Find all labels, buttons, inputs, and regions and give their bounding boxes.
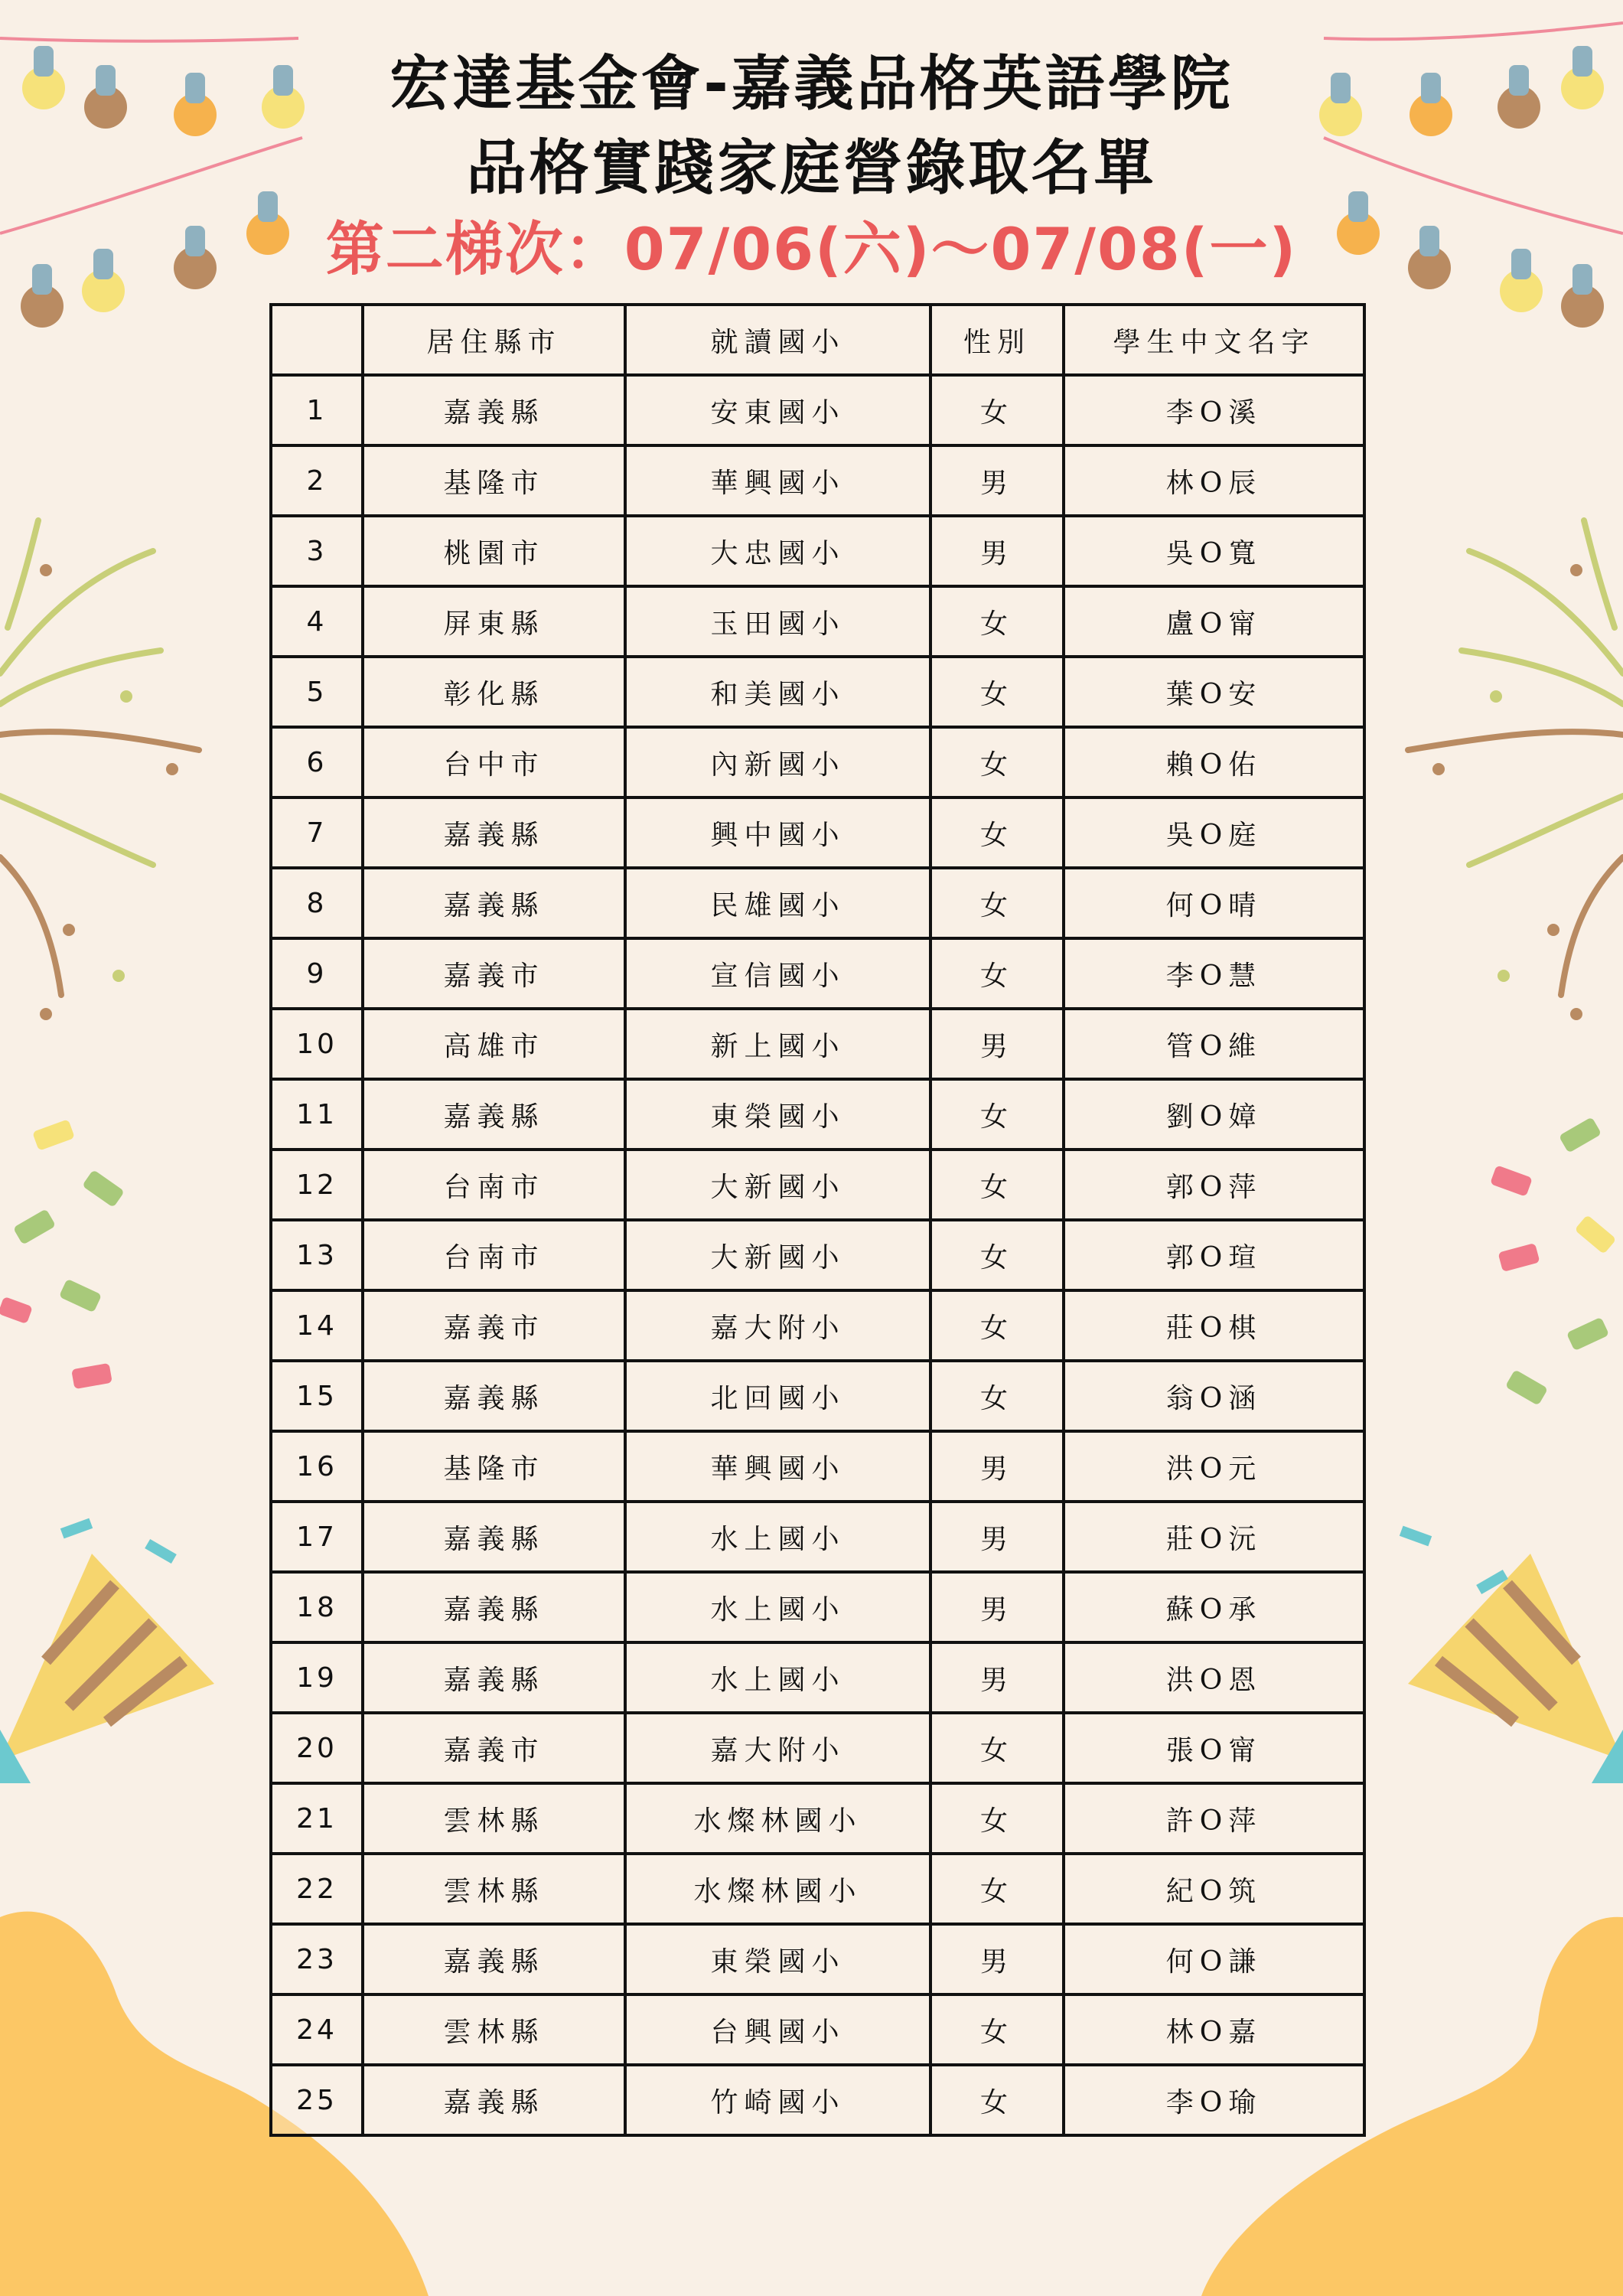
row-index: 12 <box>271 1150 363 1220</box>
student-name-cell: 李O慧 <box>1064 938 1364 1009</box>
student-name-cell: 許O萍 <box>1064 1783 1364 1854</box>
student-name-cell: 郭O瑄 <box>1064 1220 1364 1290</box>
row-index: 7 <box>271 797 363 868</box>
city-cell: 嘉義市 <box>363 938 625 1009</box>
school-cell: 安東國小 <box>625 375 930 445</box>
row-index: 8 <box>271 868 363 938</box>
city-cell: 嘉義縣 <box>363 375 625 445</box>
city-cell: 嘉義縣 <box>363 1502 625 1572</box>
row-index: 11 <box>271 1079 363 1150</box>
city-cell: 嘉義縣 <box>363 1079 625 1150</box>
student-name-cell: 李O溪 <box>1064 375 1364 445</box>
city-cell: 基隆市 <box>363 445 625 516</box>
city-cell: 嘉義縣 <box>363 2065 625 2135</box>
table-row <box>271 586 1364 657</box>
table-row <box>271 1431 1364 1502</box>
admission-table <box>269 303 1366 2137</box>
student-name-cell: 蘇O承 <box>1064 1572 1364 1642</box>
student-name-cell: 林O辰 <box>1064 445 1364 516</box>
city-cell: 雲林縣 <box>363 1854 625 1924</box>
city-cell: 基隆市 <box>363 1431 625 1502</box>
table-row <box>271 1220 1364 1290</box>
city-cell: 彰化縣 <box>363 657 625 727</box>
row-index: 21 <box>271 1783 363 1854</box>
city-cell: 嘉義市 <box>363 1713 625 1783</box>
school-cell: 大新國小 <box>625 1220 930 1290</box>
table-row <box>271 1713 1364 1783</box>
school-cell: 華興國小 <box>625 1431 930 1502</box>
school-cell: 大新國小 <box>625 1150 930 1220</box>
table-row <box>271 516 1364 586</box>
column-header-student-name: 學生中文名字 <box>1064 305 1364 375</box>
table-row <box>271 1361 1364 1431</box>
row-index: 10 <box>271 1009 363 1079</box>
table-row <box>271 1502 1364 1572</box>
student-name-cell: 葉O安 <box>1064 657 1364 727</box>
row-index: 5 <box>271 657 363 727</box>
table-row <box>271 1642 1364 1713</box>
table-row <box>271 1150 1364 1220</box>
gender-cell: 女 <box>930 1220 1064 1290</box>
title-block <box>0 42 1623 292</box>
batch-dates: 第二梯次：07/06(六)～07/08(一) <box>325 215 1298 283</box>
city-cell: 台南市 <box>363 1220 625 1290</box>
row-index: 20 <box>271 1713 363 1783</box>
row-index: 1 <box>271 375 363 445</box>
school-cell: 水上國小 <box>625 1642 930 1713</box>
row-index: 24 <box>271 1994 363 2065</box>
student-name-cell: 吳O寬 <box>1064 516 1364 586</box>
gender-cell: 女 <box>930 1713 1064 1783</box>
school-cell: 北回國小 <box>625 1361 930 1431</box>
city-cell: 台南市 <box>363 1150 625 1220</box>
gender-cell: 男 <box>930 445 1064 516</box>
student-name-cell: 林O嘉 <box>1064 1994 1364 2065</box>
student-name-cell: 郭O萍 <box>1064 1150 1364 1220</box>
column-header-gender: 性別 <box>930 305 1064 375</box>
table-row <box>271 1572 1364 1642</box>
student-name-cell: 何O晴 <box>1064 868 1364 938</box>
school-cell: 民雄國小 <box>625 868 930 938</box>
student-name-cell: 洪O元 <box>1064 1431 1364 1502</box>
row-index: 25 <box>271 2065 363 2135</box>
city-cell: 台中市 <box>363 727 625 797</box>
table-row <box>271 375 1364 445</box>
column-header-city: 居住縣市 <box>363 305 625 375</box>
city-cell: 雲林縣 <box>363 1783 625 1854</box>
row-index: 16 <box>271 1431 363 1502</box>
school-cell: 竹崎國小 <box>625 2065 930 2135</box>
city-cell: 屏東縣 <box>363 586 625 657</box>
school-cell: 東榮國小 <box>625 1924 930 1994</box>
row-index: 3 <box>271 516 363 586</box>
table-body <box>271 375 1364 2135</box>
gender-cell: 女 <box>930 1783 1064 1854</box>
row-index: 2 <box>271 445 363 516</box>
school-cell: 內新國小 <box>625 727 930 797</box>
column-header-school: 就讀國小 <box>625 305 930 375</box>
student-name-cell: 賴O佑 <box>1064 727 1364 797</box>
city-cell: 嘉義縣 <box>363 1924 625 1994</box>
school-cell: 玉田國小 <box>625 586 930 657</box>
gender-cell: 男 <box>930 1642 1064 1713</box>
school-cell: 新上國小 <box>625 1009 930 1079</box>
row-index: 23 <box>271 1924 363 1994</box>
student-name-cell: 洪O恩 <box>1064 1642 1364 1713</box>
student-name-cell: 管O維 <box>1064 1009 1364 1079</box>
row-index: 17 <box>271 1502 363 1572</box>
city-cell: 嘉義縣 <box>363 1642 625 1713</box>
school-cell: 和美國小 <box>625 657 930 727</box>
gender-cell: 女 <box>930 1150 1064 1220</box>
page-subtitle: 品格實踐家庭營錄取名單 <box>466 134 1157 203</box>
school-cell: 嘉大附小 <box>625 1290 930 1361</box>
row-index: 9 <box>271 938 363 1009</box>
row-index: 13 <box>271 1220 363 1290</box>
gender-cell: 女 <box>930 938 1064 1009</box>
student-name-cell: 莊O沅 <box>1064 1502 1364 1572</box>
gender-cell: 女 <box>930 727 1064 797</box>
gender-cell: 男 <box>930 516 1064 586</box>
city-cell: 嘉義市 <box>363 1290 625 1361</box>
gender-cell: 男 <box>930 1924 1064 1994</box>
student-name-cell: 翁O涵 <box>1064 1361 1364 1431</box>
table-row <box>271 938 1364 1009</box>
school-cell: 水燦林國小 <box>625 1783 930 1854</box>
table-row <box>271 445 1364 516</box>
gender-cell: 男 <box>930 1572 1064 1642</box>
city-cell: 桃園市 <box>363 516 625 586</box>
city-cell: 嘉義縣 <box>363 868 625 938</box>
gender-cell: 女 <box>930 1994 1064 2065</box>
city-cell: 雲林縣 <box>363 1994 625 2065</box>
gender-cell: 女 <box>930 657 1064 727</box>
table-row <box>271 1924 1364 1994</box>
city-cell: 高雄市 <box>363 1009 625 1079</box>
row-index: 14 <box>271 1290 363 1361</box>
gender-cell: 女 <box>930 1079 1064 1150</box>
table-row <box>271 1009 1364 1079</box>
gender-cell: 女 <box>930 1361 1064 1431</box>
school-cell: 興中國小 <box>625 797 930 868</box>
gender-cell: 女 <box>930 2065 1064 2135</box>
gender-cell: 女 <box>930 586 1064 657</box>
school-cell: 水燦林國小 <box>625 1854 930 1924</box>
row-index: 15 <box>271 1361 363 1431</box>
table-row <box>271 797 1364 868</box>
city-cell: 嘉義縣 <box>363 797 625 868</box>
page-title: 宏達基金會-嘉義品格英語學院 <box>389 50 1234 119</box>
table-row <box>271 1079 1364 1150</box>
row-index: 4 <box>271 586 363 657</box>
gender-cell: 男 <box>930 1431 1064 1502</box>
table-row <box>271 868 1364 938</box>
gender-cell: 女 <box>930 1290 1064 1361</box>
gender-cell: 男 <box>930 1502 1064 1572</box>
student-name-cell: 劉O嫜 <box>1064 1079 1364 1150</box>
gender-cell: 女 <box>930 375 1064 445</box>
gender-cell: 女 <box>930 868 1064 938</box>
school-cell: 水上國小 <box>625 1502 930 1572</box>
school-cell: 嘉大附小 <box>625 1713 930 1783</box>
school-cell: 東榮國小 <box>625 1079 930 1150</box>
table-row <box>271 2065 1364 2135</box>
city-cell: 嘉義縣 <box>363 1572 625 1642</box>
row-index: 19 <box>271 1642 363 1713</box>
table-row <box>271 1290 1364 1361</box>
school-cell: 宣信國小 <box>625 938 930 1009</box>
student-name-cell: 紀O筑 <box>1064 1854 1364 1924</box>
table-row <box>271 1994 1364 2065</box>
school-cell: 大忠國小 <box>625 516 930 586</box>
school-cell: 華興國小 <box>625 445 930 516</box>
student-name-cell: 盧O甯 <box>1064 586 1364 657</box>
row-index: 18 <box>271 1572 363 1642</box>
table-row <box>271 657 1364 727</box>
table-header-row <box>271 305 1364 375</box>
gender-cell: 女 <box>930 1854 1064 1924</box>
student-name-cell: 李O瑜 <box>1064 2065 1364 2135</box>
student-name-cell: 何O謙 <box>1064 1924 1364 1994</box>
student-name-cell: 莊O棋 <box>1064 1290 1364 1361</box>
student-name-cell: 張O甯 <box>1064 1713 1364 1783</box>
row-index: 22 <box>271 1854 363 1924</box>
gender-cell: 女 <box>930 797 1064 868</box>
table-row <box>271 727 1364 797</box>
student-name-cell: 吳O庭 <box>1064 797 1364 868</box>
school-cell: 水上國小 <box>625 1572 930 1642</box>
row-index: 6 <box>271 727 363 797</box>
column-header-index <box>271 305 363 375</box>
table-row <box>271 1783 1364 1854</box>
gender-cell: 男 <box>930 1009 1064 1079</box>
table-row <box>271 1854 1364 1924</box>
school-cell: 台興國小 <box>625 1994 930 2065</box>
city-cell: 嘉義縣 <box>363 1361 625 1431</box>
